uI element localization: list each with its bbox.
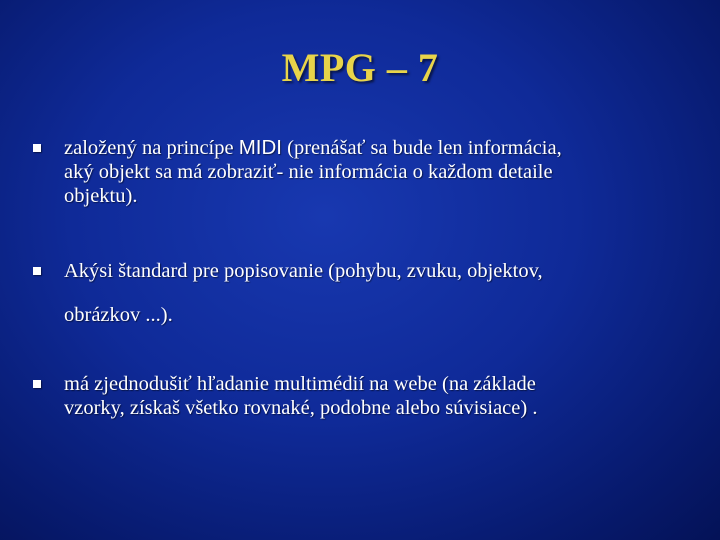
slide-title: MPG – 7 <box>281 45 439 90</box>
bullet-1-line-1 <box>64 136 684 160</box>
bullet-1-line-1-part-a: založený na princípe <box>64 137 239 159</box>
bullet-text-2 <box>64 259 684 327</box>
bullet-marker-1 <box>33 144 41 152</box>
bullet-marker-2 <box>33 267 41 275</box>
bullet-3-line-1: má zjednodušiť hľadanie multimédií na webe (na základe <box>64 373 536 395</box>
bullet-text-3 <box>64 372 684 420</box>
bullet-1-line-2: aký objekt sa má zobraziť- nie informácia o každom detaile <box>64 161 553 183</box>
bullet-2-line-2: obrázkov ...). <box>64 304 173 326</box>
bullet-2-line-1: Akýsi štandard pre popisovanie (pohybu, zvuku, objektov, <box>64 260 543 282</box>
bullet-1-line-1-part-b: (prenášať sa bude len informácia, <box>282 137 562 159</box>
bullet-marker-3 <box>33 380 41 388</box>
bullet-1-line-1-midi: MIDI <box>238 136 283 159</box>
bullet-3-line-2: vzorky, získaš všetko rovnaké, podobne alebo súvisiace) . <box>64 397 538 419</box>
bullet-text-1 <box>64 136 684 208</box>
bullet-1-line-3: objektu). <box>64 185 138 207</box>
